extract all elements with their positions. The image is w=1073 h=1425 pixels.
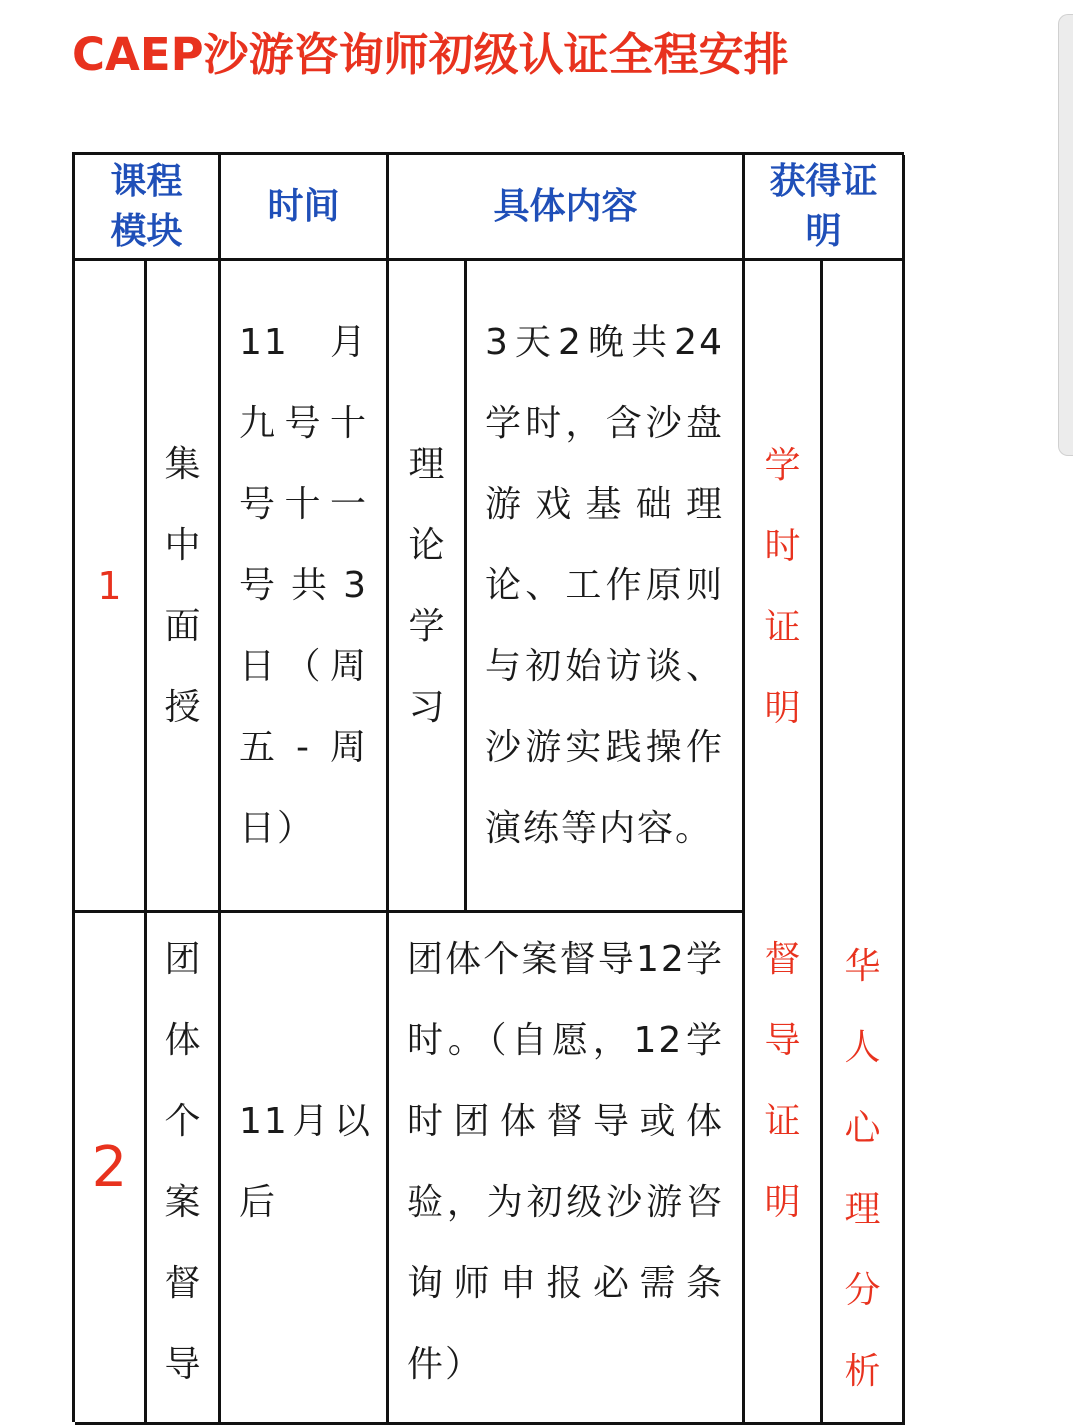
row1-module-cell [147,261,221,913]
header-content: 具体内容 [389,155,745,261]
row1-time-cell [221,261,389,913]
row2-module-cell [147,913,221,1425]
row1-module: 集中面授 [164,443,201,728]
row1-content: 3天2晚共24学时，含沙盘游戏基础理论、工作原则与初始访谈、沙游实践操作演练等内容。 [485,322,724,849]
row2-time: 11月以后 [239,1101,372,1223]
page-title: CAEP沙游咨询师初级认证全程安排 [72,28,789,81]
row1-type: 理论学习 [408,443,445,728]
row2-content-cell [389,913,745,1425]
header-module: 课程 模块 [75,155,221,261]
row1-time: 11 月九号十号十一号共3日（周五-周日） [239,322,368,849]
row2-content: 团体个案督导12学时。（自愿，12学时团体督导或体验，为初级沙游咨询师申报必需条件） [407,939,724,1385]
row2-number: 2 [75,913,147,1425]
row2-time-cell [221,913,389,1425]
row2-module: 团体个案督导 [164,939,201,1385]
schedule-table [72,152,904,1422]
row1-number: 1 [75,261,147,913]
row1-certificate-cell [745,261,823,913]
scroll-indicator[interactable] [1058,14,1073,456]
issuer: 华人心理分析 [844,946,881,1392]
row1-type-cell [389,261,467,913]
header-time: 时间 [221,155,389,261]
row2-certificate: 督导证明 [764,939,801,1223]
row2-certificate-cell [745,913,823,1425]
row1-content-cell [467,261,745,913]
issuer-cell [823,261,905,1425]
row1-certificate: 学时证明 [764,445,801,729]
header-certificate: 获得证 明 [745,155,905,261]
